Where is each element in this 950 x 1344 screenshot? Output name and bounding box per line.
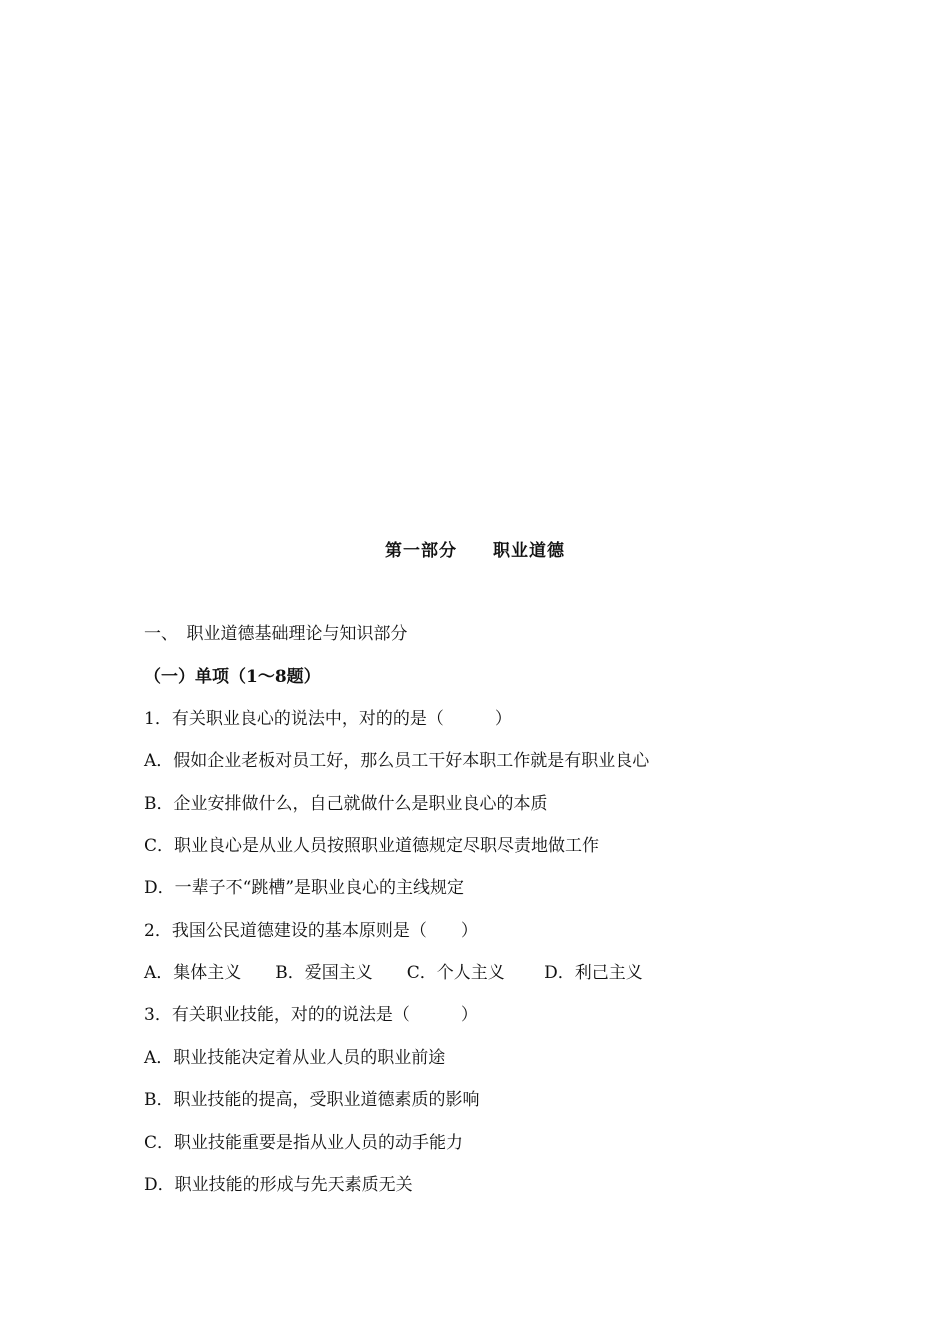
question-3-stem: 3．有关职业技能，对的的说法是（ ） [144, 1005, 478, 1025]
question-1-stem: 1．有关职业良心的说法中，对的的是（ ） [144, 709, 512, 729]
question-3-option-a: A．职业技能决定着从业人员的职业前途 [144, 1048, 446, 1068]
question-1-option-d: D．一辈子不“跳槽”是职业良心的主线规定 [144, 878, 465, 898]
part-title: 第一部分 职业道德 [385, 541, 565, 561]
section-heading: 一、 职业道德基础理论与知识部分 [144, 624, 408, 644]
question-3-option-c: C．职业技能重要是指从业人员的动手能力 [144, 1133, 464, 1153]
question-1-option-b: B．企业安排做什么，自己就做什么是职业良心的本质 [144, 794, 548, 814]
question-2-options: A．集体主义 B．爱国主义 C．个人主义 D．利己主义 [144, 963, 643, 983]
question-2-stem: 2．我国公民道德建设的基本原则是（ ） [144, 921, 478, 941]
question-1-option-a: A．假如企业老板对员工好，那么员工干好本职工作就是有职业良心 [144, 751, 650, 771]
subsection-heading: （一）单项（1～8题） [144, 667, 321, 687]
question-3-option-b: B．职业技能的提高，受职业道德素质的影响 [144, 1090, 480, 1110]
question-3-option-d: D．职业技能的形成与先天素质无关 [144, 1175, 413, 1195]
question-1-option-c: C．职业良心是从业人员按照职业道德规定尽职尽责地做工作 [144, 836, 600, 856]
